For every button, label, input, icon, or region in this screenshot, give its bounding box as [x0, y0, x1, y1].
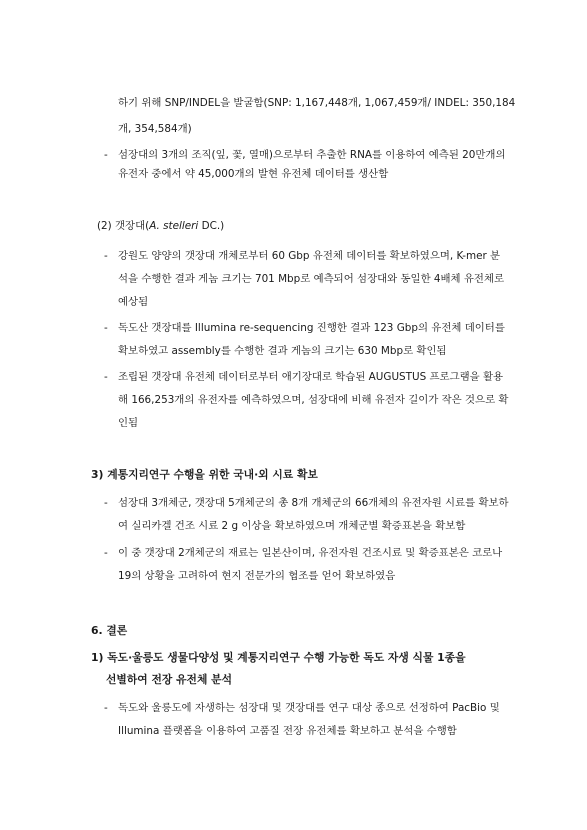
- bullet-dash: -: [104, 149, 108, 161]
- text-line: 여 실리카겔 건조 시료 2 g 이상을 확보하였으며 개체군별 확증표본을 확보함: [118, 520, 466, 532]
- text-line: 확보하였고 assembly를 수행한 결과 게놈의 크기는 630 Mbp로 확인됨: [118, 345, 447, 357]
- section-heading: 1) 독도·울릉도 생물다양성 및 계통지리연구 수행 가능한 독도 자생 식물 1종을: [91, 651, 466, 664]
- bullet-dash: -: [104, 322, 108, 334]
- bullet-dash: -: [104, 547, 108, 559]
- section-heading: 3) 계통지리연구 수행을 위한 국내·외 시료 확보: [91, 468, 318, 481]
- chapter-heading: 6. 결론: [91, 624, 128, 637]
- text-line: 이 중 갯장대 2개체군의 재료는 일본산이며, 유전자원 건조시료 및 확증표본은 코로나: [118, 547, 503, 559]
- heading-suffix: DC.): [198, 220, 225, 232]
- subsection-heading: [97, 219, 224, 233]
- text-line: 19의 상황을 고려하여 현지 전문가의 협조를 얻어 확보하였음: [118, 570, 396, 582]
- bullet-dash: -: [104, 250, 108, 262]
- text-line: 섬장대의 3개의 조직(잎, 꽃, 열매)으로부터 추출한 RNA를 이용하여 예측된 20만개의: [118, 149, 506, 161]
- text-line: 예상됨: [118, 296, 149, 308]
- text-line: 조립된 갯장대 유전체 데이터로부터 애기장대로 학습된 AUGUSTUS 프로그램을 활용: [118, 371, 504, 383]
- text-line: 독도와 울릉도에 자생하는 섬장대 및 갯장대를 연구 대상 종으로 선정하여 PacBio 및: [118, 702, 500, 714]
- bullet-dash: -: [104, 497, 108, 509]
- section-heading-continued: 선별하여 전장 유전체 분석: [106, 673, 233, 686]
- text-line: Illumina 플랫폼을 이용하여 고품질 전장 유전체를 확보하고 분석을 수행함: [118, 725, 457, 737]
- text-line: 섬장대 3개체군, 갯장대 5개체군의 총 8개 개체군의 66개체의 유전자원 시료를 확보하: [118, 497, 509, 509]
- text-line: 유전자 중에서 약 45,000개의 발현 유전체 데이터를 생산함: [118, 168, 389, 180]
- text-line: 인됨: [118, 417, 139, 429]
- text-line: 하기 위해 SNP/INDEL을 발굴함(SNP: 1,167,448개, 1,067,459개/ INDEL: 350,184: [118, 97, 516, 109]
- species-name: A. stelleri: [149, 220, 199, 232]
- text-line: 해 166,253개의 유전자를 예측하였으며, 섬장대에 비해 유전자 길이가 작은 것으로 확: [118, 394, 509, 406]
- text-line: 강원도 양양의 갯장대 개체로부터 60 Gbp 유전체 데이터를 확보하였으며, K-mer 분: [118, 250, 501, 262]
- text-line: 개, 354,584개): [118, 123, 192, 135]
- bullet-dash: -: [104, 702, 108, 714]
- bullet-dash: -: [104, 371, 108, 383]
- text-line: 석을 수행한 결과 게놈 크기는 701 Mbp로 예측되어 섬장대와 동일한 4배체 유전체로: [118, 273, 505, 285]
- text-line: 독도산 갯장대를 Illumina re-sequencing 진행한 결과 123 Gbp의 유전체 데이터를: [118, 322, 505, 334]
- heading-prefix: (2) 갯장대(: [97, 220, 150, 232]
